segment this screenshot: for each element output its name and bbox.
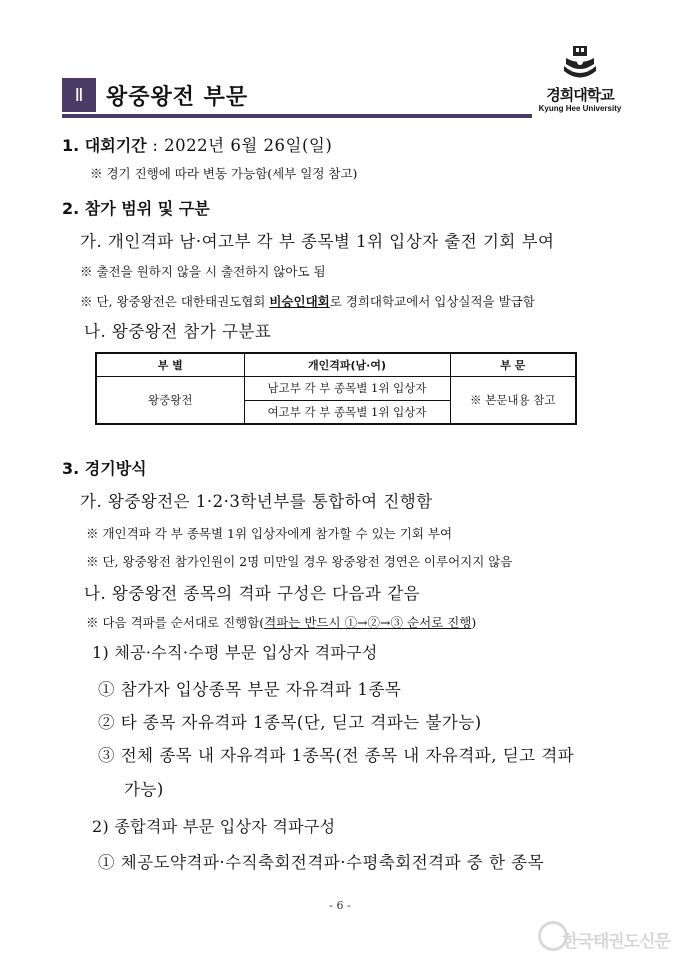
university-logo — [540, 44, 620, 116]
section1-period: : 2022년 6월 26일(일) — [146, 136, 333, 155]
logo-name: 경희대학교 — [546, 86, 614, 104]
table-header-division: 부 별 — [96, 353, 244, 376]
section-number-badge: Ⅱ — [62, 78, 96, 112]
sub2-item: ① 체공도약격파·수직축회전격파·수평축회전격파 중 한 종목 — [98, 853, 545, 872]
university-emblem-icon — [562, 44, 598, 84]
table-cell-girls: 여고부 각 부 종목별 1위 입상자 — [244, 400, 450, 424]
section3-item-na: 나. 왕중왕전 종목의 격파 구성은 다음과 같음 — [84, 584, 421, 603]
section2-note1: ※ 출전을 원하지 않을 시 출전하지 않아도 됨 — [80, 264, 326, 279]
section1-label: 1. 대회기간 — [62, 136, 147, 155]
section3-note3-before: ※ 다음 격파를 순서대로 진행함( — [86, 615, 265, 630]
table-row — [96, 376, 576, 400]
section2-item-ga: 가. 개인격파 남·여고부 각 부 종목별 1위 입상자 출전 기회 부여 — [80, 232, 555, 251]
section3-note1: ※ 개인격파 각 부 종목별 1위 입상자에게 참가할 수 있는 기회 부여 — [86, 526, 453, 541]
table-cell-boys: 남고부 각 부 종목별 1위 입상자 — [244, 376, 450, 400]
section3-heading: 3. 경기방식 — [62, 459, 147, 478]
section-title: 왕중왕전 부문 — [106, 85, 249, 110]
table-header-row — [96, 353, 576, 376]
division-table — [95, 352, 577, 425]
section2-note2-after: 로 경희대학교에서 입상실적을 발급함 — [329, 294, 535, 309]
section2-note2 — [80, 292, 535, 310]
section2-note2-underline: 비승인대회 — [269, 294, 330, 309]
section2-note2-before: ※ 단, 왕중왕전은 대한태권도협회 — [80, 294, 270, 309]
section3-note3-after: ) — [471, 615, 477, 630]
sub1-item: ③ 전체 종목 내 자유격파 1종목(전 종목 내 자유격파, 딛고 격파 — [98, 746, 575, 765]
sub1-item: ① 참가자 입상종목 부문 자유격파 1종목 — [98, 680, 402, 699]
section2-item-na: 나. 왕중왕전 참가 구분표 — [84, 322, 272, 341]
table-cell-remark: ※ 본문내용 참고 — [450, 376, 576, 424]
table-header-category: 부 문 — [450, 353, 576, 376]
sub1-item: ② 타 종목 자유격파 1종목(단, 딛고 격파는 불가능) — [98, 713, 482, 732]
table-cell-division: 왕중왕전 — [96, 376, 244, 424]
table-header-breaking: 개인격파(남·여) — [244, 353, 450, 376]
logo-subtitle: Kyung Hee University — [538, 104, 622, 113]
section1-note: ※ 경기 진행에 따라 변동 가능함(세부 일정 참고) — [90, 166, 358, 181]
sub2-title: 2) 종합격파 부문 입상자 격파구성 — [92, 817, 336, 836]
sub1-title: 1) 체공·수직·수평 부문 입상자 격파구성 — [92, 643, 378, 662]
newspaper-watermark — [538, 921, 678, 955]
page-number: - 6 - — [329, 899, 351, 912]
watermark-text: 한국태권도신문 — [562, 932, 670, 952]
sub1-item-continued: 가능) — [124, 780, 164, 799]
section3-note3-underline: 격파는 반드시 ①→②→③ 순서로 진행 — [264, 615, 472, 630]
header-underline — [62, 114, 532, 118]
section2-heading: 2. 참가 범위 및 구분 — [62, 199, 210, 218]
section3-note3 — [86, 613, 476, 631]
section3-note2: ※ 단, 왕중왕전 참가인원이 2명 미만일 경우 왕중왕전 경연은 이루어지지 않음 — [86, 554, 513, 569]
section1-heading — [62, 132, 332, 156]
section3-item-ga: 가. 왕중왕전은 1·2·3학년부를 통합하여 진행함 — [80, 492, 433, 511]
